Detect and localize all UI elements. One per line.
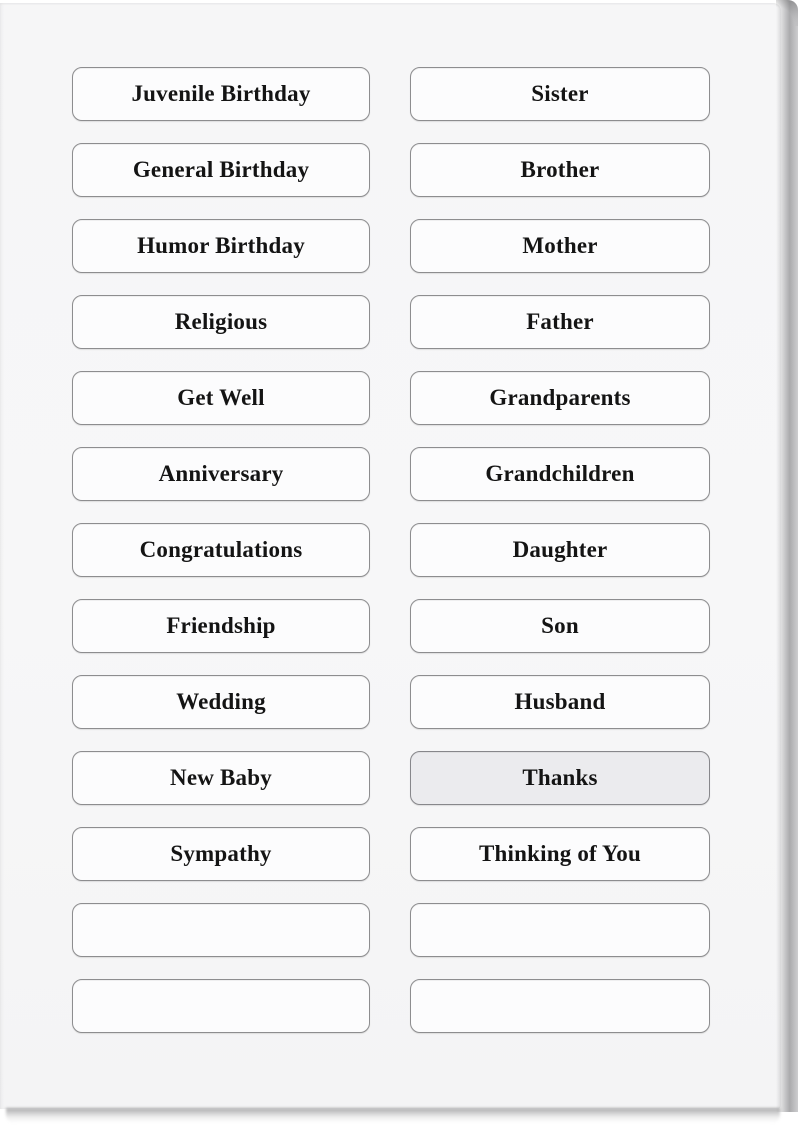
label-wedding bbox=[72, 675, 370, 729]
label-thinking-of-you bbox=[410, 827, 710, 881]
label-father bbox=[410, 295, 710, 349]
label-blank-right-2 bbox=[410, 979, 710, 1033]
label-blank-right-1 bbox=[410, 903, 710, 957]
label-juvenile-birthday bbox=[72, 67, 370, 121]
label-humor-birthday bbox=[72, 219, 370, 273]
label-grandparents bbox=[410, 371, 710, 425]
label-sheet bbox=[0, 3, 781, 1109]
label-sister bbox=[410, 67, 710, 121]
label-congratulations bbox=[72, 523, 370, 577]
label-text: Juvenile Birthday bbox=[131, 81, 311, 106]
label-text: Friendship bbox=[166, 613, 276, 638]
label-text: Mother bbox=[522, 233, 598, 258]
label-thanks bbox=[410, 751, 710, 805]
label-son bbox=[410, 599, 710, 653]
label-text: Father bbox=[526, 309, 594, 334]
label-text: Congratulations bbox=[139, 537, 303, 562]
label-text: Humor Birthday bbox=[137, 233, 305, 258]
label-text: Get Well bbox=[177, 385, 265, 410]
label-grandchildren bbox=[410, 447, 710, 501]
label-anniversary bbox=[72, 447, 370, 501]
label-mother bbox=[410, 219, 710, 273]
label-husband bbox=[410, 675, 710, 729]
label-text: Daughter bbox=[512, 537, 608, 562]
label-text: Religious bbox=[174, 309, 268, 334]
label-text: New Baby bbox=[170, 765, 272, 790]
label-text: Sympathy bbox=[170, 841, 272, 866]
label-text: Grandparents bbox=[489, 385, 631, 410]
label-grid bbox=[72, 67, 710, 1033]
sheet-bottom-shadow bbox=[6, 1108, 780, 1123]
label-text: Son bbox=[541, 613, 579, 638]
label-religious bbox=[72, 295, 370, 349]
label-get-well bbox=[72, 371, 370, 425]
label-text: Grandchildren bbox=[485, 461, 635, 486]
label-daughter bbox=[410, 523, 710, 577]
sheet-right-edge-shading bbox=[776, 0, 798, 1112]
label-sympathy bbox=[72, 827, 370, 881]
label-text: Brother bbox=[520, 157, 600, 182]
label-new-baby bbox=[72, 751, 370, 805]
label-text: Wedding bbox=[176, 689, 266, 714]
label-text: Anniversary bbox=[158, 461, 284, 486]
label-text: Husband bbox=[514, 689, 606, 714]
label-general-birthday bbox=[72, 143, 370, 197]
label-text: Sister bbox=[531, 81, 589, 106]
label-text: General Birthday bbox=[132, 157, 310, 182]
label-blank-left-2 bbox=[72, 979, 370, 1033]
label-friendship bbox=[72, 599, 370, 653]
label-text: Thanks bbox=[522, 765, 598, 790]
label-brother bbox=[410, 143, 710, 197]
label-text: Thinking of You bbox=[479, 841, 641, 866]
label-blank-left-1 bbox=[72, 903, 370, 957]
